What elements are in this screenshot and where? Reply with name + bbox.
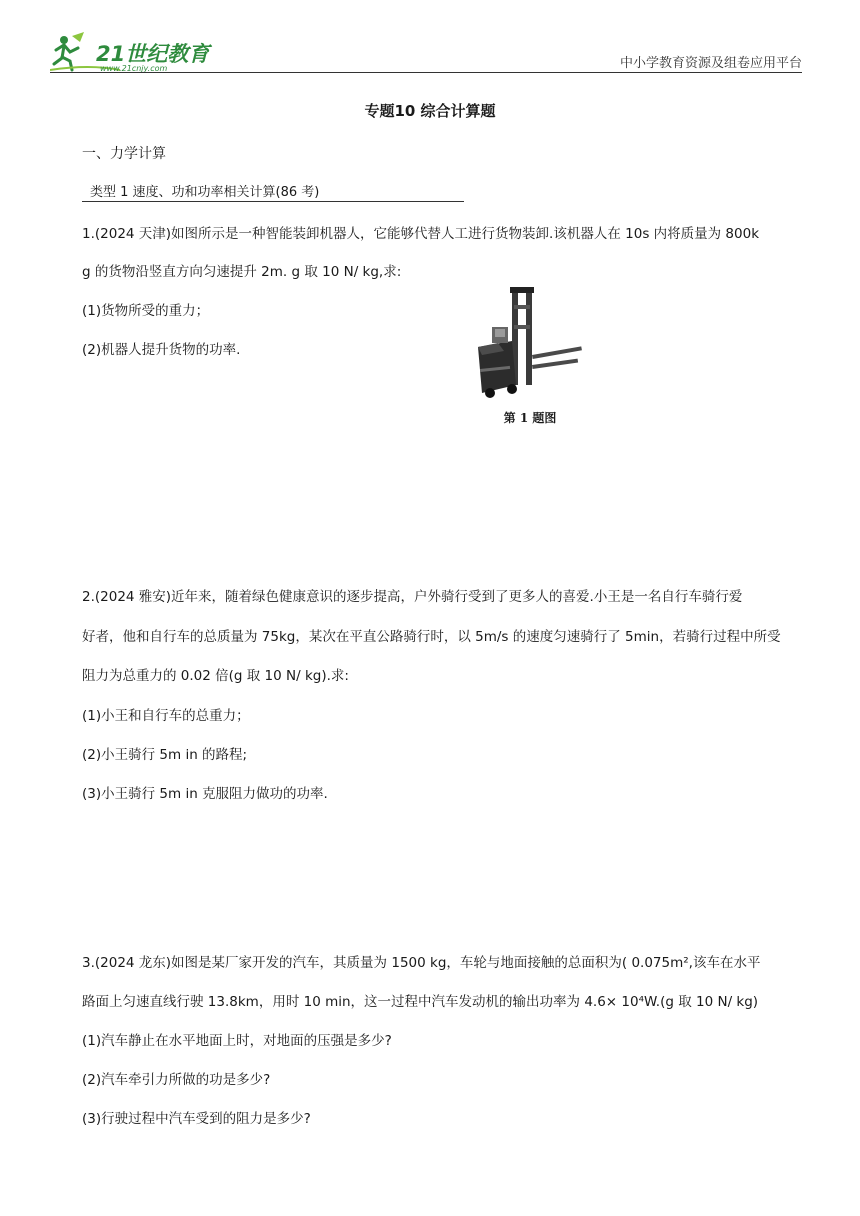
section-heading: 一、力学计算 — [82, 146, 166, 162]
q3-sub3: (3)行驶过程中汽车受到的阻力是多少? — [82, 1111, 311, 1127]
q2-sub1: (1)小王和自行车的总重力； — [82, 708, 250, 724]
q2-line1: 2.(2024 雅安)近年来，随着绿色健康意识的逐步提高，户外骑行受到了更多人的喜爱.小王是一名自行车骑行爱 — [82, 589, 743, 605]
header-divider — [50, 72, 802, 73]
q2-line3: 阻力为总重力的 0.02 倍(g 取 10 N/ kg).求: — [82, 668, 349, 684]
q3-line2: 路面上匀速直线行驶 13.8km，用时 10 min，这一过程中汽车发动机的输出功率为 4.6× 10⁴W.(g 取 10 N/ kg) — [82, 994, 759, 1010]
type-heading: 类型 1 速度、功和功率相关计算(86 考) — [82, 181, 464, 202]
q1-line1: 1.(2024 天津)如图所示是一种智能装卸机器人，它能够代替人工进行货物装卸.该机器人在 10s 内将质量为 800k — [82, 226, 760, 242]
q2-sub3: (3)小王骑行 5m in 克服阻力做功的功率. — [82, 786, 328, 802]
logo-text: 21世纪教育 — [96, 42, 210, 66]
q1-line2: g 的货物沿竖直方向匀速提升 2m. g 取 10 N/ kg,求: — [82, 264, 402, 280]
q3-sub1: (1)汽车静止在水平地面上时，对地面的压强是多少? — [82, 1033, 392, 1049]
logo-url: www.21cnjy.com — [100, 64, 168, 73]
q1-sub2: (2)机器人提升货物的功率. — [82, 342, 241, 358]
q1-sub1: (1)货物所受的重力； — [82, 303, 210, 319]
q2-sub2: (2)小王骑行 5m in 的路程; — [82, 747, 248, 763]
page-title: 专题10 综合计算题 — [364, 102, 496, 120]
q3-line1: 3.(2024 龙东)如图是某厂家开发的汽车，其质量为 1500 kg，车轮与地面接触的总面积为( 0.075m²,该车在水平 — [82, 955, 761, 971]
forklift-robot-figure — [468, 285, 588, 400]
q3-sub2: (2)汽车牵引力所做的功是多少? — [82, 1072, 271, 1088]
platform-name: 中小学教育资源及组卷应用平台 — [619, 56, 802, 71]
figure-caption: 第 1 题图 — [503, 411, 557, 425]
q2-line2: 好者，他和自行车的总质量为 75kg，某次在平直公路骑行时，以 5m/s 的速度匀速骑行了 5min，若骑行过程中所受 — [82, 629, 781, 645]
